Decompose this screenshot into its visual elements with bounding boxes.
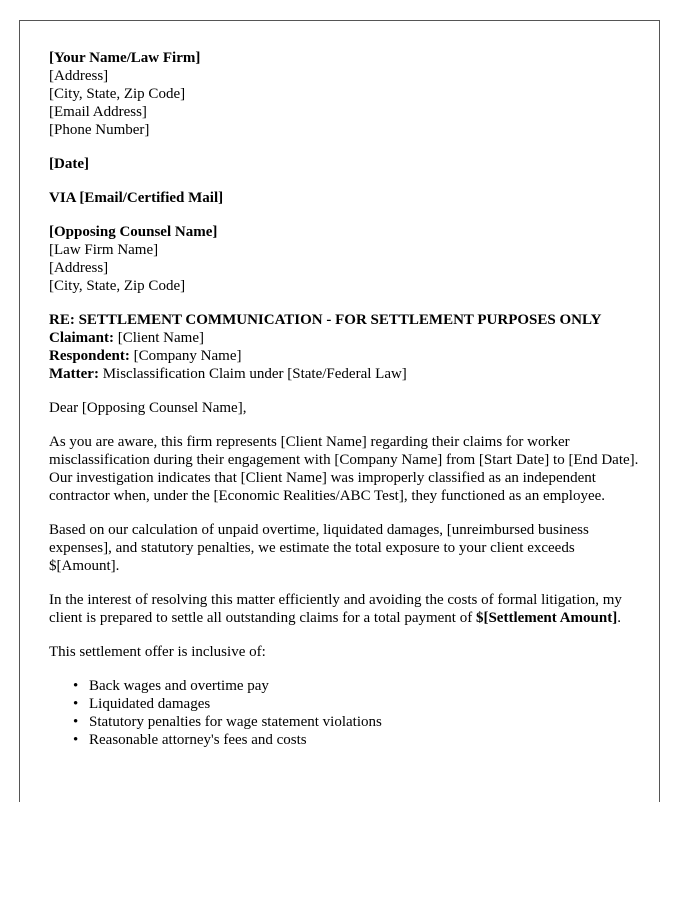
bullet-icon: • (73, 732, 79, 748)
list-item-text: Reasonable attorney's fees and costs (89, 732, 307, 748)
re-title: RE: SETTLEMENT COMMUNICATION - FOR SETTLEMENT PURPOSES ONLY (49, 312, 602, 328)
inclusions-list (49, 677, 639, 749)
list-item (73, 731, 639, 749)
sender-phone: [Phone Number] (49, 122, 150, 138)
re-claimant (49, 329, 639, 347)
date-block (49, 155, 639, 173)
delivery-method: VIA [Email/Certified Mail] (49, 190, 224, 206)
matter-value: Misclassification Claim under [State/Federal Law] (98, 366, 407, 382)
recipient-block (49, 223, 639, 295)
list-item (73, 695, 639, 713)
sender-email: [Email Address] (49, 104, 147, 120)
re-block (49, 311, 639, 383)
list-item (73, 713, 639, 731)
settlement-amount: $[Settlement Amount] (475, 610, 618, 626)
paragraph-settlement-offer (49, 591, 639, 627)
list-item-text: Back wages and overtime pay (89, 678, 269, 694)
paragraph-exposure: Based on our calculation of unpaid overtime, liquidated damages, [unreimbursed business expenses], and statutory penalties, we estimate the total exposure to your client exceeds $[Amount]. (49, 522, 589, 574)
sender-name-firm: [Your Name/Law Firm] (49, 50, 201, 66)
bullet-icon: • (73, 714, 79, 730)
settlement-offer-end: . (617, 610, 621, 626)
list-item-text: Statutory penalties for wage statement violations (89, 714, 382, 730)
bullet-icon: • (73, 678, 79, 694)
re-respondent (49, 347, 639, 365)
delivery-block (49, 189, 639, 207)
letter-content (49, 49, 639, 749)
settlement-offer-text: In the interest of resolving this matter efficiently and avoiding the costs of formal litigation, my client is prepared to settle all outstanding claims for a total payment of (49, 592, 622, 626)
recipient-firm: [Law Firm Name] (49, 242, 159, 258)
recipient-name: [Opposing Counsel Name] (49, 224, 218, 240)
respondent-value: [Company Name] (129, 348, 242, 364)
list-item (73, 677, 639, 695)
claimant-label: Claimant: (49, 330, 114, 346)
claimant-value: [Client Name] (114, 330, 204, 346)
salutation: Dear [Opposing Counsel Name], (49, 400, 247, 416)
re-matter (49, 365, 639, 383)
sender-city-state-zip: [City, State, Zip Code] (49, 86, 186, 102)
paragraph-representation: As you are aware, this firm represents [Client Name] regarding their claims for worker misclassification during their engagement with [Company Name] from [Start Date] to [End Date]. Our investigation indicates that [Client Name] was improperly classified as an independent contractor when, under the [Economic Realities/ABC Test], they functioned as an employee. (49, 434, 639, 504)
letter-page (19, 20, 660, 802)
letter-date: [Date] (49, 156, 89, 172)
bullet-icon: • (73, 696, 79, 712)
respondent-label: Respondent: (49, 348, 130, 364)
sender-block (49, 49, 639, 139)
recipient-address: [Address] (49, 260, 109, 276)
list-item-text: Liquidated damages (89, 696, 211, 712)
matter-label: Matter: (49, 366, 99, 382)
paragraph-inclusive-intro: This settlement offer is inclusive of: (49, 644, 266, 660)
sender-address: [Address] (49, 68, 109, 84)
recipient-city-state-zip: [City, State, Zip Code] (49, 278, 186, 294)
